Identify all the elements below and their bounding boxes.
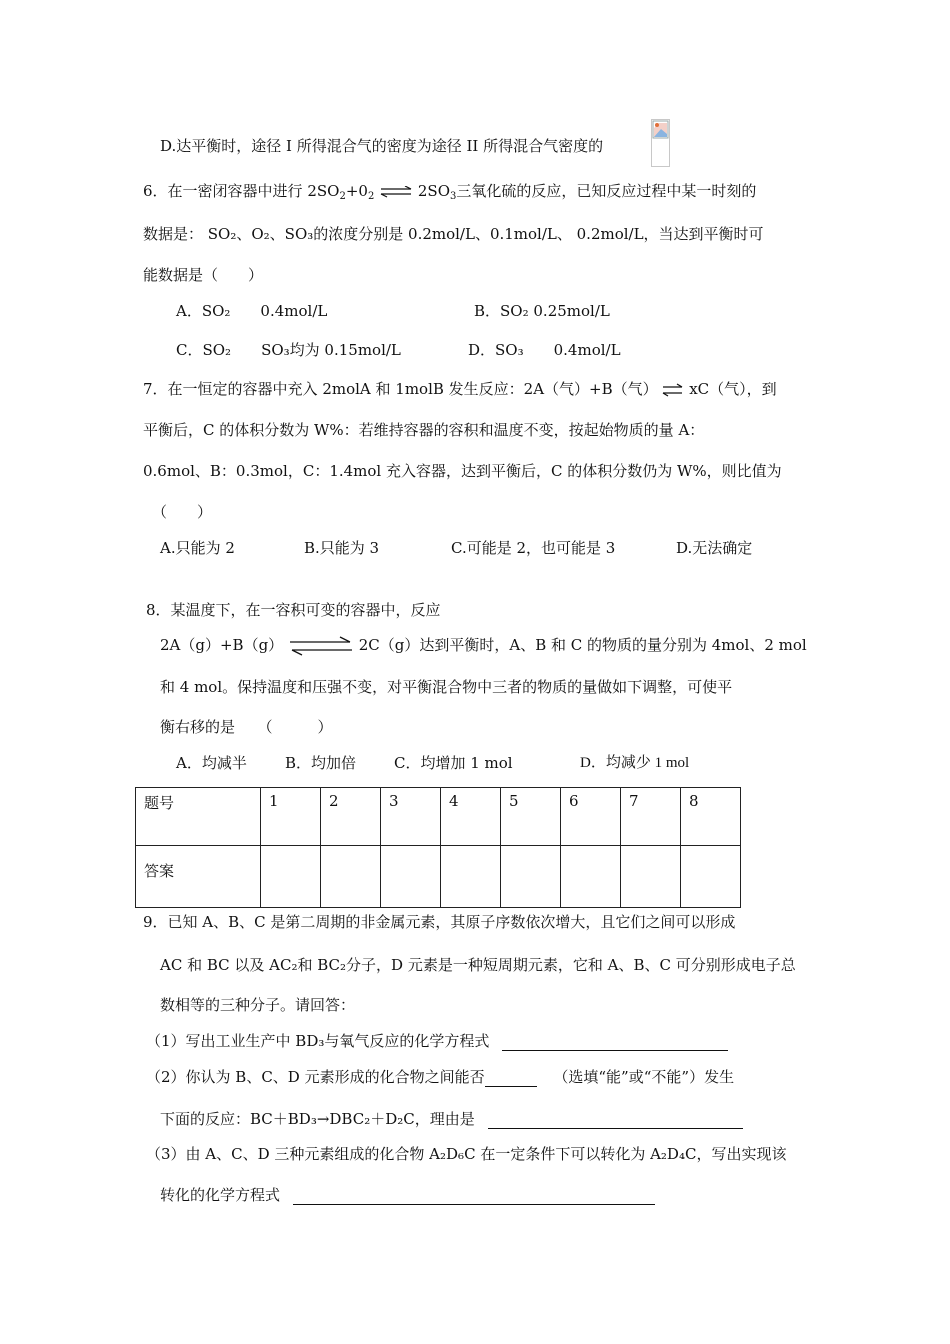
answer-blank[interactable] [485, 1070, 537, 1087]
q7-line4: （ ） [152, 503, 213, 521]
q9-part3: （3）由 A、C、D 三种元素组成的化合物 A₂D₆C 在一定条件下可以转化为 A₂D₄C，写出实现该 [146, 1145, 787, 1163]
answer-blank[interactable] [502, 1034, 728, 1051]
table-cell-number: 3 [381, 788, 441, 846]
q8-line3: 和 4 mol。保持温度和压强不变，对平衡混合物中三者的物质的量做如下调整，可使平 [160, 678, 733, 696]
q9-part2-line2: 下面的反应：BC＋BD₃→DBC₂＋D₂C，理由是 [160, 1109, 743, 1129]
table-cell-number: 2 [321, 788, 381, 846]
q5-option-d: D.达平衡时，途径 I 所得混合气的密度为途径 II 所得混合气密度的 [160, 137, 604, 155]
q8-option-a: A．均减半 [176, 754, 247, 772]
table-answer-label: 答案 [136, 846, 261, 908]
q7-option-c: C.可能是 2，也可能是 3 [451, 539, 616, 557]
q8-line1: 8．某温度下，在一容积可变的容器中，反应 [146, 601, 441, 619]
q7-line2: 平衡后，C 的体积分数为 W%：若维持容器的容积和温度不变，按起始物质的量 A： [143, 421, 705, 439]
q8-option-c: C．均增加 1 mol [394, 754, 513, 772]
q7-option-d: D.无法确定 [676, 539, 753, 557]
table-row [136, 846, 741, 908]
answer-blank[interactable] [488, 1112, 743, 1129]
q9-part1: （1）写出工业生产中 BD₃与氧气反应的化学方程式 [146, 1031, 728, 1051]
q9-line2: AC 和 BC 以及 AC₂和 BC₂分子，D 元素是一种短周期元素，它和 A、B、C 可分别形成电子总 [160, 956, 796, 974]
q7-line3: 0.6mol、B：0.3mol，C：1.4mol 充入容器，达到平衡后，C 的体积分数仍为 W%，则比值为 [143, 462, 782, 480]
q9-part2: （2）你认为 B、C、D 元素形成的化合物之间能否 （选填“能”或“不能”）发生 [146, 1068, 735, 1086]
q8-option-b: B．均加倍 [285, 754, 357, 772]
q6-option-a: A．SO₂ 0.4mol/L [176, 302, 328, 320]
q8-option-d: D．均减少 1 mol [580, 755, 690, 771]
q6-line2: 数据是： SO₂、O₂、SO₃的浓度分别是 0.2mol/L、0.1mol/L、 0.2mol/L，当达到平衡时可 [143, 225, 764, 243]
q6-line3: 能数据是（ ） [143, 266, 264, 284]
q6-option-d: D．SO₃ 0.4mol/L [468, 341, 621, 359]
q9-line1: 9．已知 A、B、C 是第二周期的非金属元素，其原子序数依次增大，且它们之间可以形成 [143, 913, 736, 931]
table-cell-number: 1 [261, 788, 321, 846]
table-cell-number: 4 [441, 788, 501, 846]
answer-cell[interactable] [621, 846, 681, 908]
q7-option-a: A.只能为 2 [160, 539, 235, 557]
table-row [136, 788, 741, 846]
q7-line1: 7．在一恒定的容器中充入 2molA 和 1molB 发生反应：2A（气）+B（气） xC（气），到 [143, 380, 777, 398]
reversible-arrow-icon [379, 186, 413, 198]
equilibrium-arrow-icon [662, 383, 684, 397]
answer-cell[interactable] [321, 846, 381, 908]
table-cell-number: 8 [681, 788, 741, 846]
answer-cell[interactable] [381, 846, 441, 908]
q8-line2: 2A（g）+B（g） 2C（g）达到平衡时，A、B 和 C 的物质的量分别为 4mol、2 mol [160, 635, 807, 657]
answer-cell[interactable] [561, 846, 621, 908]
table-cell-number: 5 [501, 788, 561, 846]
q6-option-b: B．SO₂ 0.25mol/L [474, 302, 610, 320]
table-cell-number: 7 [621, 788, 681, 846]
answer-cell[interactable] [501, 846, 561, 908]
answer-table [135, 787, 741, 908]
broken-image-icon [651, 119, 670, 167]
answer-blank[interactable] [293, 1188, 655, 1205]
q8-line4: 衡右移的是 （ ） [160, 718, 333, 736]
q7-option-b: B.只能为 3 [304, 539, 380, 557]
table-cell-number: 6 [561, 788, 621, 846]
table-header-label: 题号 [136, 788, 261, 846]
answer-cell[interactable] [261, 846, 321, 908]
reversible-arrow-icon [288, 635, 354, 657]
q6-line1: 6．在一密闭容器中进行 $2SO_2+0_2$ $2SO_3$三氧化硫的反应，已知反应过程中某一时刻的 [143, 182, 757, 202]
q9-part3-line2: 转化的化学方程式 [160, 1185, 655, 1205]
q6-option-c: C．SO₂ SO₃均为 0.15mol/L [176, 341, 401, 359]
answer-cell[interactable] [441, 846, 501, 908]
answer-cell[interactable] [681, 846, 741, 908]
q9-line3: 数相等的三种分子。请回答： [160, 996, 356, 1014]
